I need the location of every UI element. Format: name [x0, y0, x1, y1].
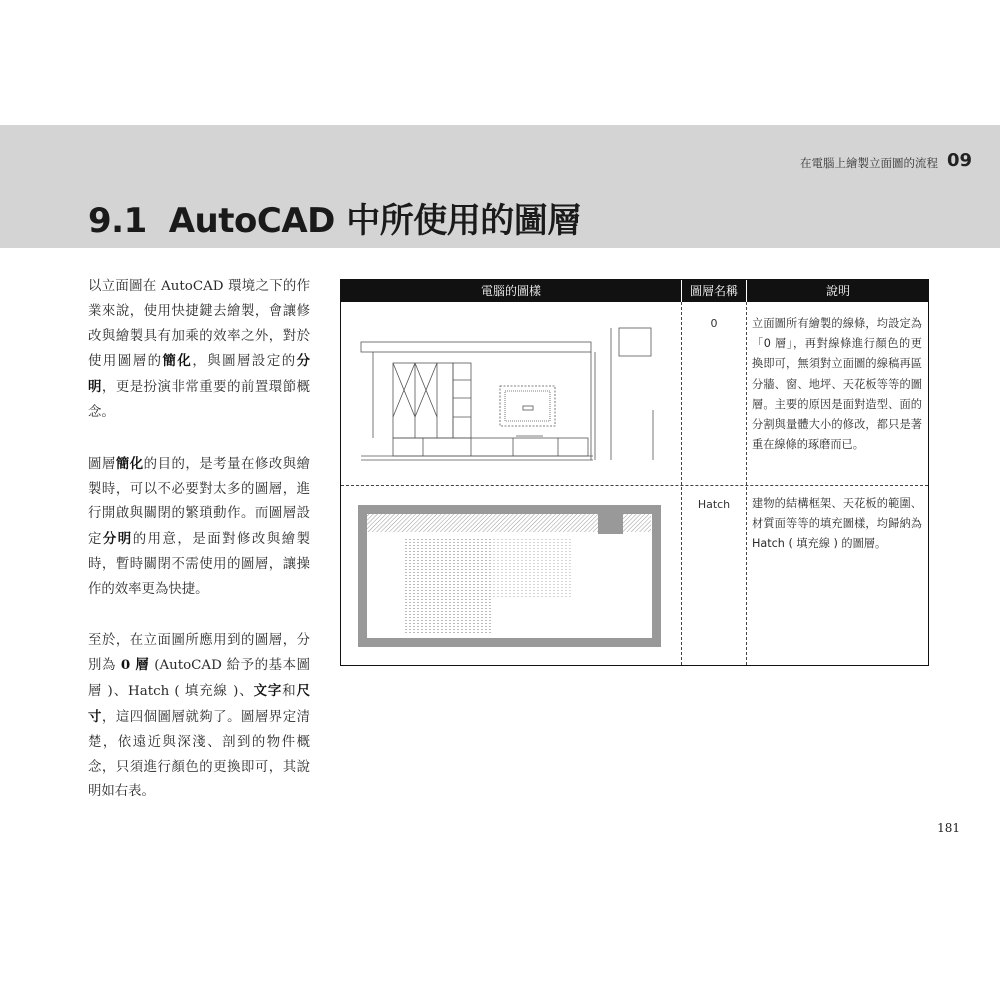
- paragraph-1: 以立面圖在 AutoCAD 環境之下的作業來說，使用快捷鍵去繪製，會讓修改與繪製具有加乘的效率之外，對於使用圖層的簡化，與圖層設定的分明，更是扮演非常重要的前置環節概念。: [88, 279, 311, 420]
- hatch-pattern-drawing: [353, 500, 673, 650]
- paragraph-2: 圖層簡化的目的，是考量在修改與繪製時，可以不必要對太多的圖層，進行開啟與關閉的繁瑣動作。而圖層設定分明的用意，是面對修改與繪製時，暫時關閉不需使用的圖層，讓操作的效率更為快捷。: [88, 455, 311, 597]
- header-drawing: 電腦的圖樣: [480, 284, 541, 298]
- paragraph-3: 至於，在立面圖所應用到的圖層，分別為 0 層 (AutoCAD 給予的基本圖層 )、Hatch ( 填充線 )、文字和尺寸，這四個圖層就夠了。圖層界定清楚，依遠近與深淺、剖到的物件概念，只須進行顏色的更換即可，其說明如右表。: [88, 632, 311, 800]
- page-number: 181: [937, 821, 960, 835]
- column-divider: [746, 302, 747, 665]
- header-layer-name: 圖層名稱: [689, 284, 738, 298]
- row-1-layer-name: Hatch: [697, 498, 731, 511]
- body-text: [88, 275, 310, 831]
- elevation-line-drawing: [353, 310, 673, 475]
- header-description: 說明: [825, 284, 850, 298]
- row-divider: [341, 485, 928, 486]
- chapter-number: 09: [946, 150, 972, 171]
- section-title-text: AutoCAD 中所使用的圖層: [168, 201, 581, 241]
- column-divider: [681, 302, 682, 665]
- section-number: 9.1: [88, 201, 147, 241]
- row-0-description: 立面圖所有繪製的線條，均設定為「0 層」，再對線條進行顏色的更換即可，無須對立面圖的線稿再區分牆、窗、地坪、天花板等等的圖層。主要的原因是面對造型、面的分割與量體大小的修改，都只是著重在線條的琢磨而已。: [752, 317, 922, 452]
- chapter-label: 在電腦上繪製立面圖的流程: [800, 156, 938, 170]
- section-title: [88, 193, 581, 242]
- table-header: [341, 280, 928, 302]
- row-1-description: 建物的結構框架、天花板的範圍、材質面等等的填充圖樣，均歸納為 Hatch ( 填充線 ) 的圖層。: [752, 497, 922, 551]
- layer-table: [340, 279, 929, 666]
- row-0-layer-name: 0: [710, 317, 718, 330]
